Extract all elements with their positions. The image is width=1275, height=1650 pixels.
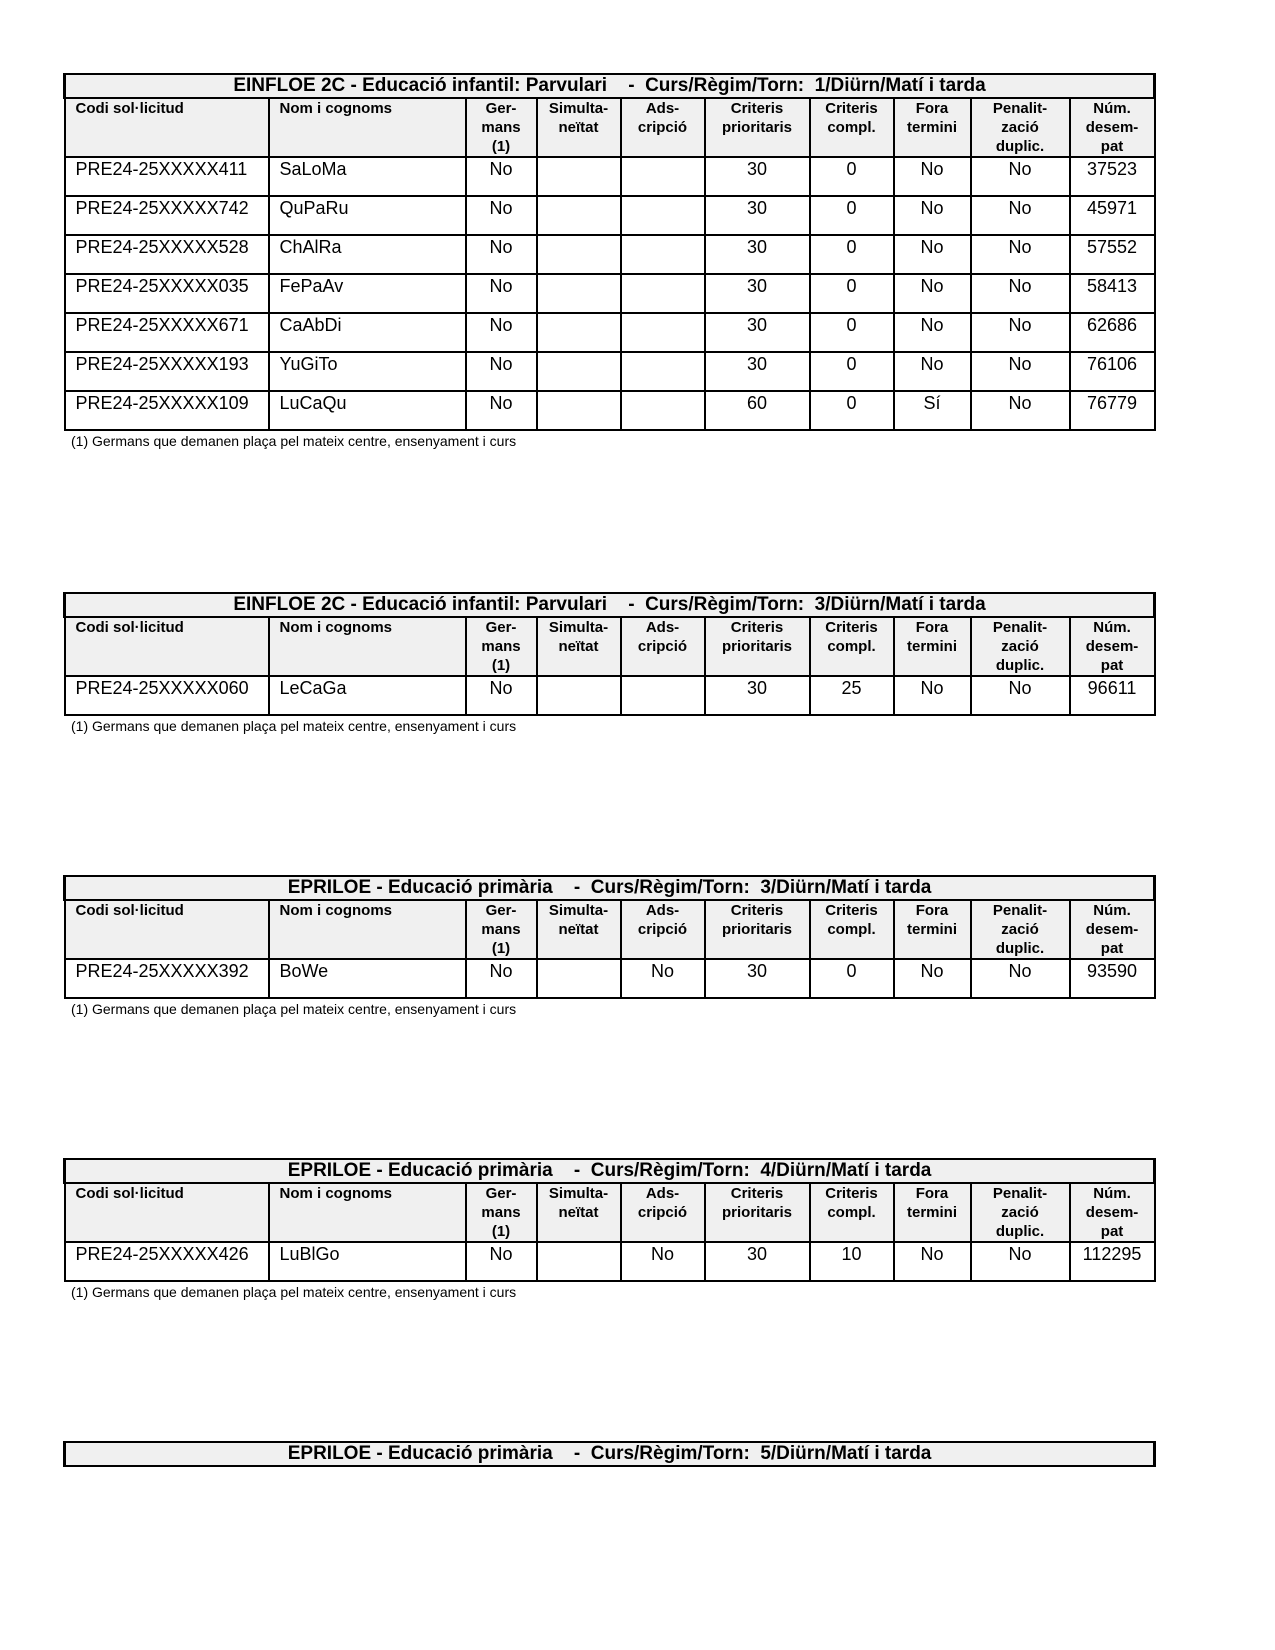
section-title: EPRILOE - Educació primària - Curs/Règim/Torn: 4/Diürn/Matí i tarda — [65, 1159, 1155, 1183]
column-header: Codi sol·licitud — [65, 617, 269, 676]
table-cell: LuCaQu — [269, 391, 466, 430]
column-header: Criteris compl. — [810, 900, 894, 959]
column-header: Codi sol·licitud — [65, 1183, 269, 1242]
column-header: Ads- cripció — [621, 98, 705, 157]
column-header: Simulta- neïtat — [537, 617, 621, 676]
table-cell — [621, 196, 705, 235]
table-cell: No — [971, 196, 1070, 235]
column-header: Fora termini — [894, 617, 971, 676]
table-row — [65, 391, 1155, 430]
column-header: Penalit- zació duplic. — [971, 1183, 1070, 1242]
table-cell: No — [466, 235, 537, 274]
column-header: Codi sol·licitud — [65, 900, 269, 959]
table-cell — [621, 391, 705, 430]
column-header: Núm. desem- pat — [1070, 617, 1155, 676]
table-cell: No — [894, 313, 971, 352]
column-header: Penalit- zació duplic. — [971, 617, 1070, 676]
table-cell: CaAbDi — [269, 313, 466, 352]
table-cell: No — [971, 274, 1070, 313]
table-row — [65, 196, 1155, 235]
column-header: Penalit- zació duplic. — [971, 900, 1070, 959]
table-cell: PRE24-25XXXXX392 — [65, 959, 269, 998]
column-header: Nom i cognoms — [269, 98, 466, 157]
table-cell: YuGiTo — [269, 352, 466, 391]
table-cell: No — [894, 352, 971, 391]
table-cell: No — [894, 959, 971, 998]
table-cell: No — [971, 959, 1070, 998]
table-cell: 0 — [810, 313, 894, 352]
table-cell: 57552 — [1070, 235, 1155, 274]
enrollment-table-section — [63, 73, 1153, 449]
table-cell: PRE24-25XXXXX193 — [65, 352, 269, 391]
table-cell: 0 — [810, 352, 894, 391]
table-cell: No — [971, 235, 1070, 274]
table-cell: 76779 — [1070, 391, 1155, 430]
column-header: Nom i cognoms — [269, 900, 466, 959]
table-cell — [621, 352, 705, 391]
table-cell: No — [894, 1242, 971, 1281]
table-cell: 45971 — [1070, 196, 1155, 235]
table-cell: 30 — [705, 959, 810, 998]
table-row — [65, 676, 1155, 715]
table-cell: No — [971, 313, 1070, 352]
column-header: Criteris prioritaris — [705, 1183, 810, 1242]
table-cell — [621, 157, 705, 196]
table-cell: 10 — [810, 1242, 894, 1281]
table-cell: 30 — [705, 274, 810, 313]
table-cell: No — [621, 1242, 705, 1281]
section-title: EINFLOE 2C - Educació infantil: Parvulari - Curs/Règim/Torn: 1/Diürn/Matí i tarda — [65, 74, 1155, 98]
column-header: Fora termini — [894, 1183, 971, 1242]
table-cell: 0 — [810, 235, 894, 274]
table-cell — [537, 196, 621, 235]
table-cell: 30 — [705, 352, 810, 391]
table-cell: 112295 — [1070, 1242, 1155, 1281]
table-cell: QuPaRu — [269, 196, 466, 235]
column-header: Ger- mans (1) — [466, 1183, 537, 1242]
enrollment-table-section — [63, 592, 1153, 734]
column-header: Ger- mans (1) — [466, 900, 537, 959]
column-header: Ads- cripció — [621, 1183, 705, 1242]
table-cell — [537, 1242, 621, 1281]
table-cell: No — [971, 391, 1070, 430]
enrollment-table — [63, 1158, 1156, 1282]
column-header: Núm. desem- pat — [1070, 1183, 1155, 1242]
column-header: Criteris prioritaris — [705, 900, 810, 959]
table-cell: PRE24-25XXXXX060 — [65, 676, 269, 715]
table-cell: No — [466, 676, 537, 715]
table-cell: 37523 — [1070, 157, 1155, 196]
table-row — [65, 235, 1155, 274]
column-header: Penalit- zació duplic. — [971, 98, 1070, 157]
table-cell — [537, 274, 621, 313]
table-row — [65, 274, 1155, 313]
table-cell: No — [466, 196, 537, 235]
table-cell: LuBlGo — [269, 1242, 466, 1281]
table-cell: 0 — [810, 274, 894, 313]
table-cell: LeCaGa — [269, 676, 466, 715]
table-cell — [537, 391, 621, 430]
enrollment-table — [63, 1441, 1156, 1467]
column-header: Ger- mans (1) — [466, 617, 537, 676]
table-cell: No — [971, 676, 1070, 715]
table-cell: PRE24-25XXXXX671 — [65, 313, 269, 352]
column-header: Núm. desem- pat — [1070, 98, 1155, 157]
table-cell: SaLoMa — [269, 157, 466, 196]
table-cell: 30 — [705, 313, 810, 352]
table-cell: No — [621, 959, 705, 998]
table-cell: 0 — [810, 959, 894, 998]
table-cell: PRE24-25XXXXX528 — [65, 235, 269, 274]
footnote: (1) Germans que demanen plaça pel mateix centre, ensenyament i curs — [71, 718, 517, 734]
enrollment-table — [63, 592, 1156, 716]
table-row — [65, 959, 1155, 998]
table-cell: No — [466, 313, 537, 352]
table-cell — [537, 676, 621, 715]
table-cell: No — [466, 1242, 537, 1281]
column-header: Criteris compl. — [810, 617, 894, 676]
table-cell — [537, 157, 621, 196]
table-cell: 96611 — [1070, 676, 1155, 715]
table-cell: No — [894, 676, 971, 715]
footnote: (1) Germans que demanen plaça pel mateix centre, ensenyament i curs — [71, 1001, 517, 1017]
table-cell: 0 — [810, 196, 894, 235]
enrollment-table — [63, 73, 1156, 431]
table-row — [65, 352, 1155, 391]
table-cell: PRE24-25XXXXX035 — [65, 274, 269, 313]
table-cell: No — [466, 391, 537, 430]
column-header: Simulta- neïtat — [537, 1183, 621, 1242]
column-header: Nom i cognoms — [269, 1183, 466, 1242]
table-cell: PRE24-25XXXXX109 — [65, 391, 269, 430]
enrollment-table — [63, 875, 1156, 999]
table-row — [65, 1242, 1155, 1281]
table-cell: 62686 — [1070, 313, 1155, 352]
table-cell: No — [894, 235, 971, 274]
column-header: Núm. desem- pat — [1070, 900, 1155, 959]
enrollment-table-section — [63, 1441, 1153, 1467]
table-cell: No — [971, 352, 1070, 391]
table-cell: FePaAv — [269, 274, 466, 313]
table-cell: 25 — [810, 676, 894, 715]
section-title: EINFLOE 2C - Educació infantil: Parvulari - Curs/Règim/Torn: 3/Diürn/Matí i tarda — [65, 593, 1155, 617]
table-cell: 60 — [705, 391, 810, 430]
table-cell — [537, 313, 621, 352]
table-cell: No — [466, 274, 537, 313]
table-cell — [621, 235, 705, 274]
table-cell: No — [971, 1242, 1070, 1281]
table-cell: No — [466, 352, 537, 391]
footnote: (1) Germans que demanen plaça pel mateix centre, ensenyament i curs — [71, 1284, 517, 1300]
table-cell: No — [894, 157, 971, 196]
table-cell: BoWe — [269, 959, 466, 998]
column-header: Simulta- neïtat — [537, 98, 621, 157]
table-row — [65, 157, 1155, 196]
section-title: EPRILOE - Educació primària - Curs/Règim/Torn: 3/Diürn/Matí i tarda — [65, 876, 1155, 900]
table-cell: 30 — [705, 676, 810, 715]
table-cell: 0 — [810, 157, 894, 196]
table-cell: PRE24-25XXXXX742 — [65, 196, 269, 235]
column-header: Ger- mans (1) — [466, 98, 537, 157]
column-header: Ads- cripció — [621, 617, 705, 676]
table-cell: 30 — [705, 1242, 810, 1281]
table-cell — [537, 235, 621, 274]
table-cell: 76106 — [1070, 352, 1155, 391]
table-cell: 93590 — [1070, 959, 1155, 998]
column-header: Criteris compl. — [810, 1183, 894, 1242]
table-cell: 30 — [705, 235, 810, 274]
table-cell — [537, 959, 621, 998]
table-cell: No — [894, 196, 971, 235]
column-header: Fora termini — [894, 98, 971, 157]
table-cell — [621, 676, 705, 715]
enrollment-table-section — [63, 875, 1153, 1017]
enrollment-table-section — [63, 1158, 1153, 1300]
column-header: Nom i cognoms — [269, 617, 466, 676]
table-cell: Sí — [894, 391, 971, 430]
table-cell: No — [971, 157, 1070, 196]
column-header: Criteris prioritaris — [705, 98, 810, 157]
table-cell: 0 — [810, 391, 894, 430]
table-cell: PRE24-25XXXXX411 — [65, 157, 269, 196]
table-cell: 30 — [705, 196, 810, 235]
table-cell: ChAlRa — [269, 235, 466, 274]
column-header: Criteris compl. — [810, 98, 894, 157]
table-row — [65, 313, 1155, 352]
column-header: Fora termini — [894, 900, 971, 959]
table-cell — [537, 352, 621, 391]
column-header: Ads- cripció — [621, 900, 705, 959]
table-cell: No — [894, 274, 971, 313]
table-cell: 58413 — [1070, 274, 1155, 313]
table-cell: 30 — [705, 157, 810, 196]
table-cell — [621, 313, 705, 352]
section-title: EPRILOE - Educació primària - Curs/Règim/Torn: 5/Diürn/Matí i tarda — [65, 1442, 1155, 1466]
table-cell: No — [466, 157, 537, 196]
footnote: (1) Germans que demanen plaça pel mateix centre, ensenyament i curs — [71, 433, 517, 449]
table-cell: PRE24-25XXXXX426 — [65, 1242, 269, 1281]
column-header: Codi sol·licitud — [65, 98, 269, 157]
table-cell — [621, 274, 705, 313]
column-header: Criteris prioritaris — [705, 617, 810, 676]
column-header: Simulta- neïtat — [537, 900, 621, 959]
table-cell: No — [466, 959, 537, 998]
